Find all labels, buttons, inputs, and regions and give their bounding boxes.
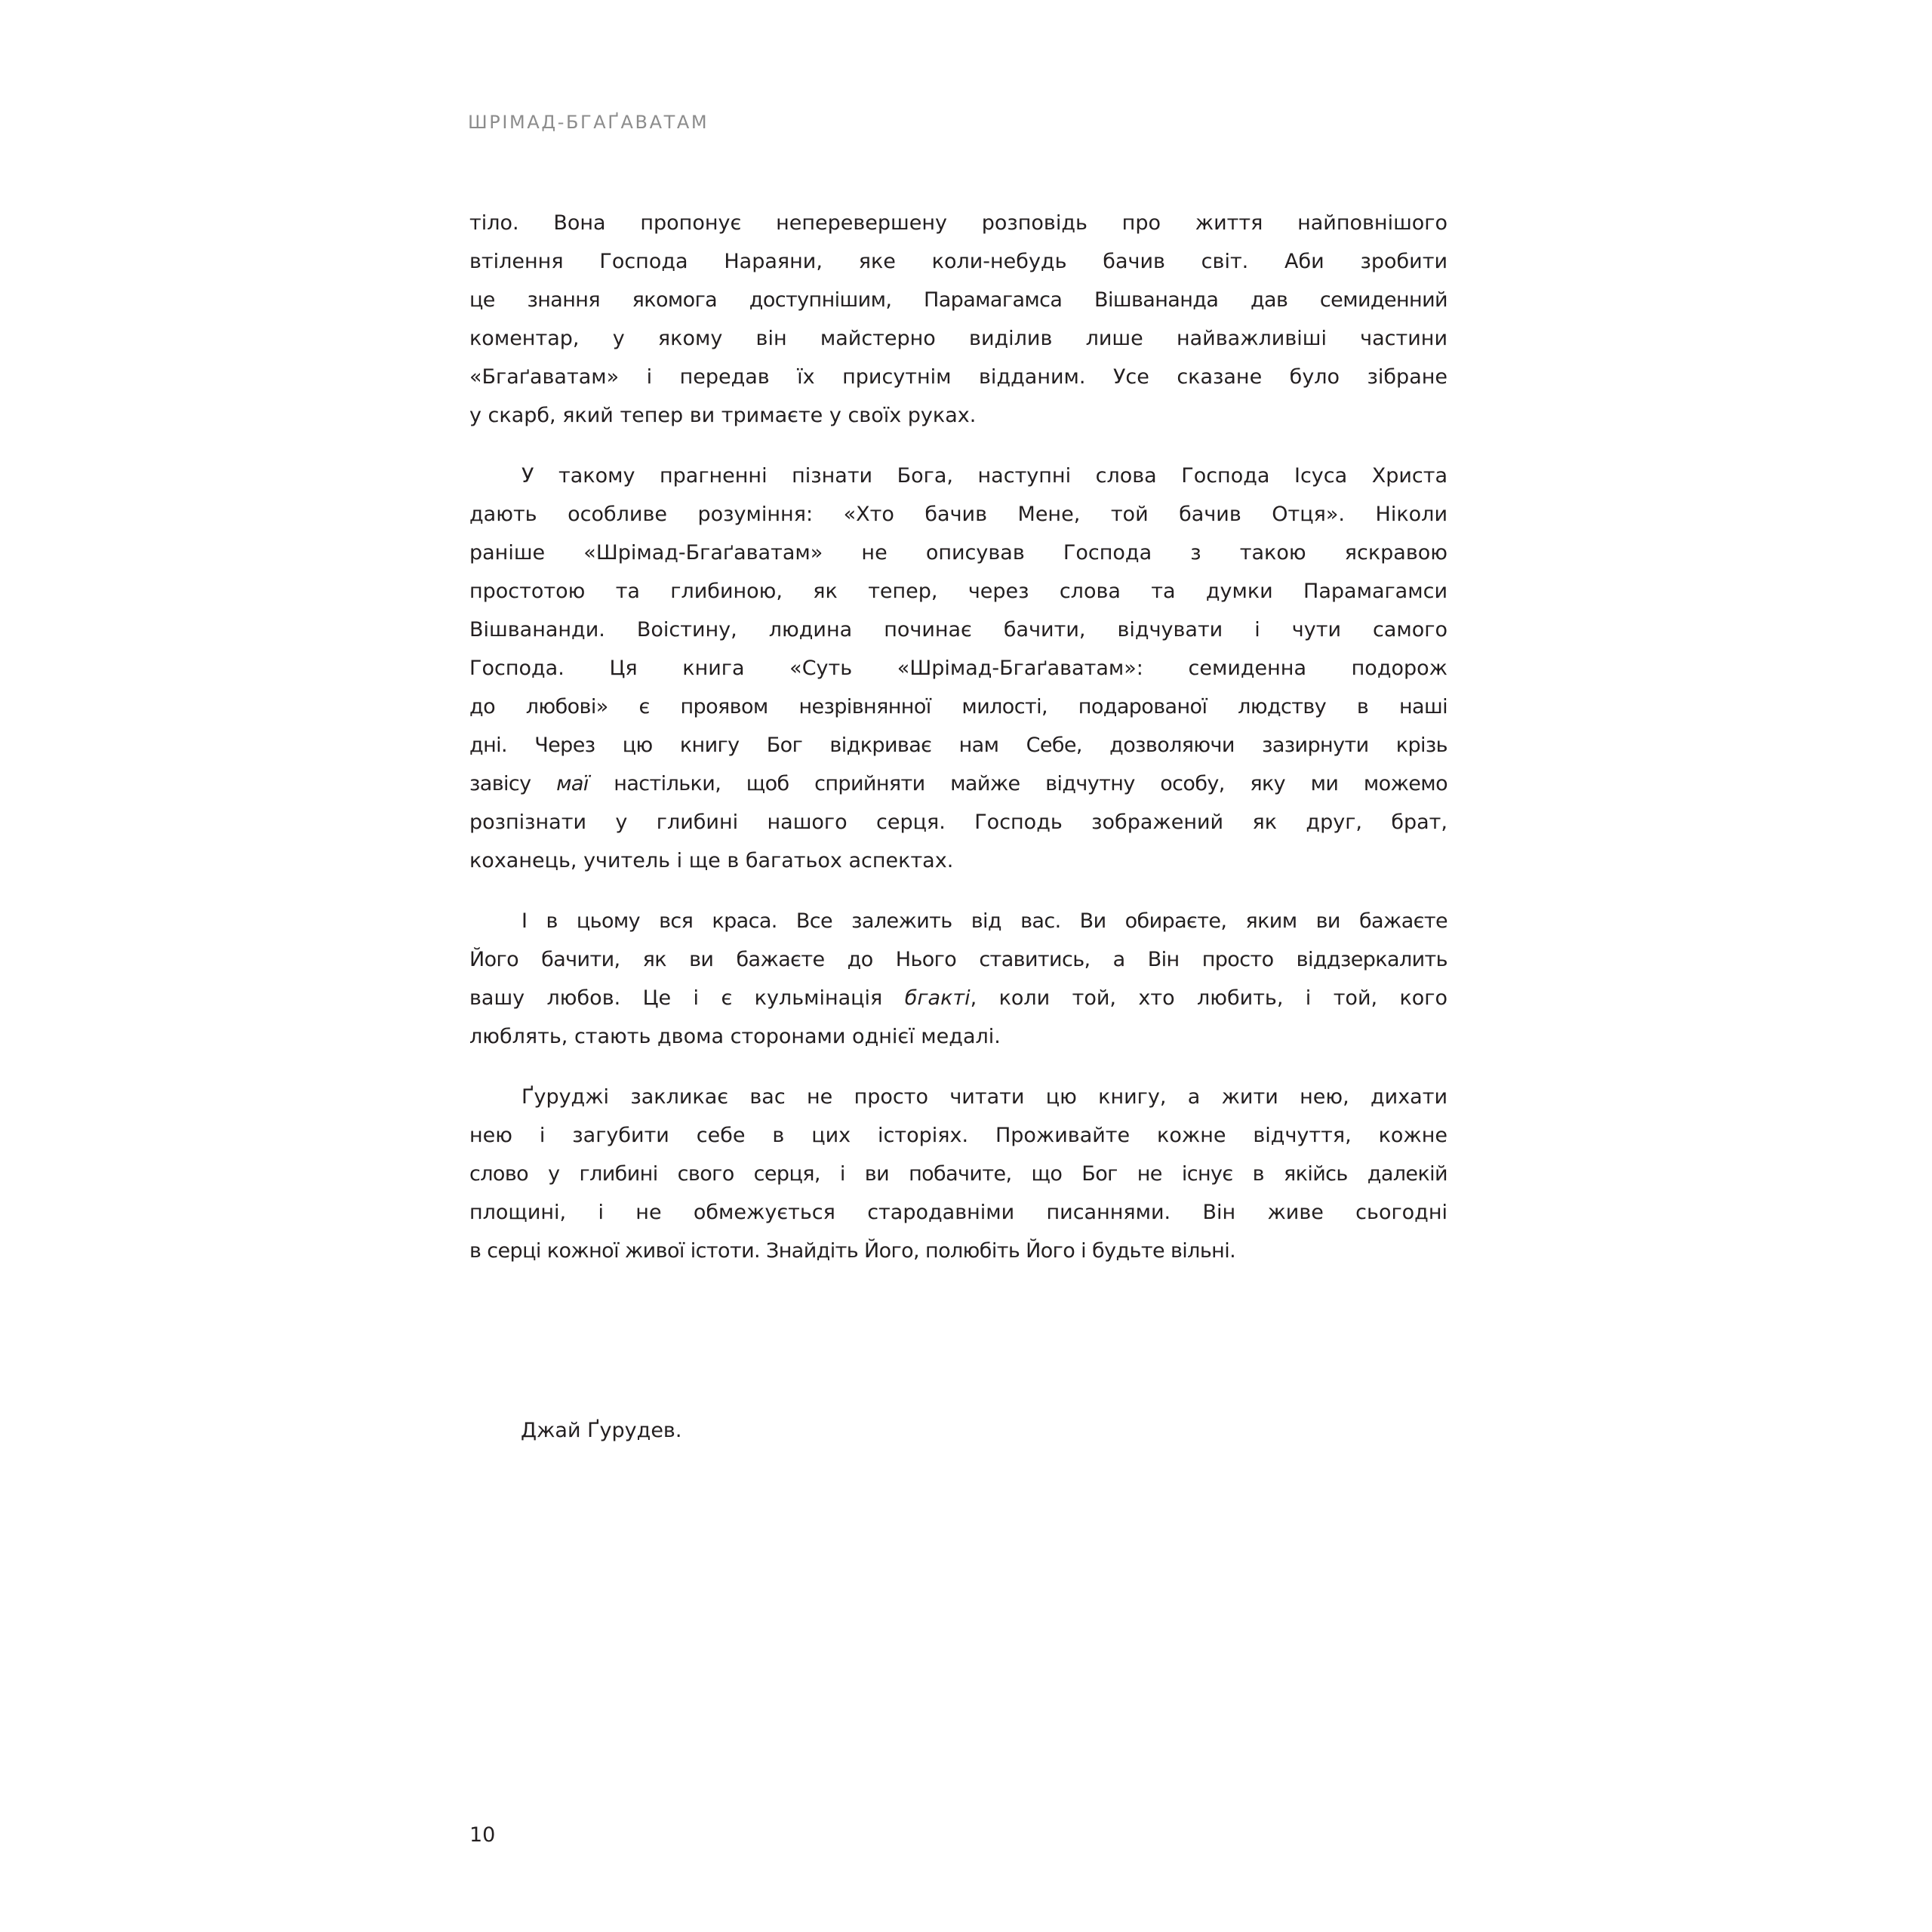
body-text <box>469 204 1447 1292</box>
paragraph <box>469 902 1447 1056</box>
paragraph <box>469 457 1447 880</box>
text-segment: завісу <box>469 772 557 795</box>
text-line <box>469 534 1447 572</box>
text-segment: площині, і не обмежується стародавніми писаннями. Він живе сьогодні <box>469 1201 1447 1224</box>
text-segment: коханець, учитель і ще в багатьох аспектах. <box>469 849 954 872</box>
text-segment: до любові» є проявом незрівнянної милості, подарованої людству в наші <box>469 695 1447 718</box>
text-line <box>469 1232 1447 1270</box>
paragraph <box>469 1078 1447 1270</box>
text-line <box>469 649 1447 688</box>
text-segment: Вішвананди. Воістину, людина починає бачити, відчувати і чути самого <box>469 618 1447 641</box>
signature: Джай Ґурудев. <box>521 1419 682 1442</box>
text-line <box>469 242 1447 281</box>
text-segment: коментар, у якому він майстерно виділив лише найважливіші частини <box>469 327 1447 350</box>
text-segment: у скарб, який тепер ви тримаєте у своїх руках. <box>469 404 977 427</box>
text-line <box>469 495 1447 534</box>
text-segment: слово у глибині свого серця, і ви побачите, що Бог не існує в якійсь далекій <box>469 1162 1447 1186</box>
text-line <box>469 572 1447 611</box>
text-line <box>469 1116 1447 1155</box>
text-line <box>469 979 1447 1017</box>
text-line <box>469 281 1447 319</box>
text-line <box>469 688 1447 726</box>
text-segment: люблять, стають двома сторонами однієї медалі. <box>469 1025 1001 1048</box>
text-line <box>469 457 1447 495</box>
text-segment: дають особливе розуміння: «Хто бачив Мене, той бачив Отця». Ніколи <box>469 503 1447 526</box>
text-line <box>469 611 1447 649</box>
text-line <box>469 902 1447 940</box>
italic-term: бгакті <box>904 986 971 1010</box>
text-line <box>469 940 1447 979</box>
text-line <box>469 1193 1447 1232</box>
text-segment: розпізнати у глибині нашого серця. Господь зображений як друг, брат, <box>469 811 1447 834</box>
text-segment: раніше «Шрімад-Бгаґаватам» не описував Господа з такою яскравою <box>469 541 1447 565</box>
text-segment: простотою та глибиною, як тепер, через слова та думки Парамагамси <box>469 580 1447 603</box>
text-line <box>469 726 1447 764</box>
text-segment: , коли той, хто любить, і той, кого <box>970 986 1448 1010</box>
text-segment: вашу любов. Це і є кульмінація <box>469 986 905 1010</box>
text-segment: Господа. Ця книга «Суть «Шрімад-Бгаґаватам»: семиденна подорож <box>469 657 1447 680</box>
text-segment: нею і загубити себе в цих історіях. Проживайте кожне відчуття, кожне <box>469 1124 1447 1147</box>
text-segment: І в цьому вся краса. Все залежить від вас. Ви обираєте, яким ви бажаєте <box>521 909 1447 933</box>
running-head: ШРІМАД-БГАҐАВАТАМ <box>468 112 709 133</box>
text-line <box>469 841 1447 880</box>
text-line <box>469 1017 1447 1056</box>
text-segment: це знання якомога доступнішим, Парамагамса Вішвананда дав семиденний <box>469 288 1447 312</box>
text-segment: в серці кожної живої істоти. Знайдіть Його, полюбіть Його і будьте вільні. <box>469 1239 1236 1263</box>
paragraph <box>469 204 1447 435</box>
text-segment: дні. Через цю книгу Бог відкриває нам Себе, дозволяючи зазирнути крізь <box>469 734 1447 757</box>
text-segment: настільки, щоб сприйняти майже відчутну особу, яку ми можемо <box>588 772 1447 795</box>
text-segment: Його бачити, як ви бажаєте до Нього ставитись, а Він просто віддзеркалить <box>469 948 1447 971</box>
text-line <box>469 764 1447 803</box>
italic-term: маї <box>556 772 589 795</box>
page-number: 10 <box>469 1823 496 1847</box>
text-line <box>469 803 1447 841</box>
text-line <box>469 396 1447 435</box>
text-line <box>469 204 1447 242</box>
text-line <box>469 319 1447 358</box>
text-segment: У такому прагненні пізнати Бога, наступні слова Господа Ісуса Христа <box>521 464 1447 488</box>
text-segment: Ґуруджі закликає вас не просто читати цю книгу, а жити нею, дихати <box>521 1085 1447 1109</box>
text-line <box>469 358 1447 396</box>
text-line <box>469 1078 1447 1116</box>
text-segment: втілення Господа Нараяни, яке коли-небудь бачив світ. Аби зробити <box>469 250 1447 273</box>
text-segment: «Бгаґаватам» і передав їх присутнім відданим. Усе сказане було зібране <box>469 365 1447 389</box>
text-line <box>469 1155 1447 1193</box>
text-segment: тіло. Вона пропонує неперевершену розповідь про життя найповнішого <box>469 211 1447 235</box>
